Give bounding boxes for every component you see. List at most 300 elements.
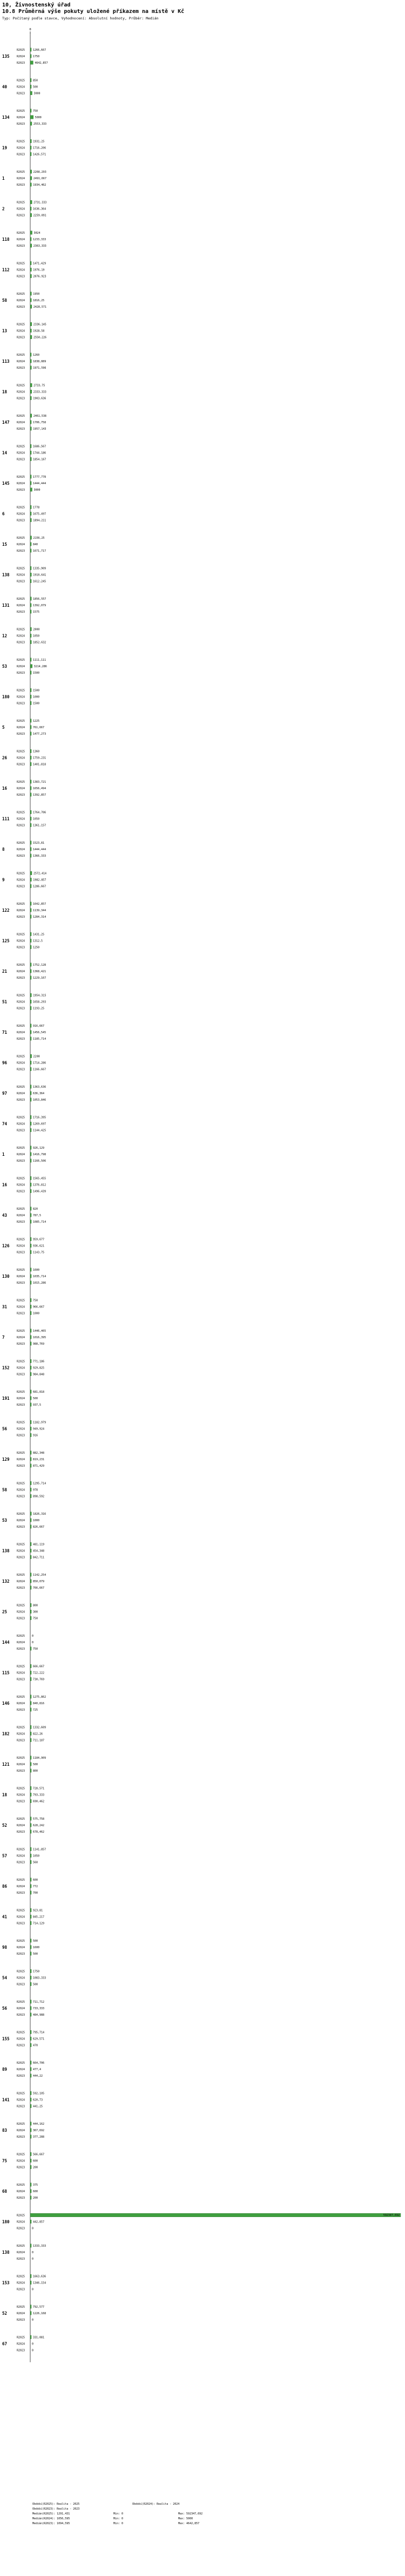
group-label: 147 (2, 420, 10, 425)
year-label: R2024 (17, 146, 25, 150)
bar (30, 231, 32, 234)
year-label: R2025 (17, 293, 25, 296)
bar (30, 2165, 31, 2168)
value-label: 750 (33, 110, 38, 113)
group-label: 96 (2, 1060, 8, 1066)
group-label: 132 (2, 1579, 10, 1584)
value-label: 470 (33, 2044, 38, 2048)
value-label: 1954,315 (33, 994, 46, 998)
bar (30, 1037, 31, 1040)
value-label: 1260 (33, 354, 40, 357)
group-label: 97 (2, 1091, 8, 1096)
value-label: 0 (32, 2258, 34, 2261)
year-label: R2023 (17, 733, 25, 736)
year-label: R2024 (17, 482, 25, 485)
value-label: 690,462 (33, 1800, 45, 1804)
group-label: 15 (2, 542, 8, 547)
bar (30, 1464, 31, 1467)
year-label: R2023 (17, 275, 25, 279)
year-label: R2025 (17, 1818, 25, 1821)
bar (30, 2091, 31, 2094)
bar (30, 116, 33, 119)
year-label: R2024 (17, 299, 25, 302)
year-label: R2023 (17, 885, 25, 889)
bar (30, 2152, 31, 2155)
group-label: 75 (2, 2158, 8, 2164)
bar (30, 2006, 31, 2010)
bar (30, 488, 32, 491)
value-label: 1854,167 (33, 458, 46, 462)
year-label: R2023 (17, 550, 25, 553)
year-label: R2024 (17, 1793, 25, 1797)
year-label: R2024 (17, 2220, 25, 2224)
bar (30, 1969, 31, 1972)
bar (30, 658, 31, 661)
value-label: 826,667 (33, 1526, 45, 1529)
bar (30, 749, 31, 753)
group-label: 122 (2, 908, 10, 913)
legend-min: Min: 0 (113, 2512, 124, 2516)
value-label: 2259,091 (33, 214, 46, 218)
value-label: 1600 (33, 1269, 40, 1272)
value-label: 2156,25 (33, 537, 45, 540)
bar (30, 1244, 31, 1247)
value-label: 959,677 (33, 1238, 45, 1242)
bar (30, 817, 31, 820)
value-label: 800 (33, 1604, 38, 1608)
bar (30, 1176, 31, 1179)
group-label: 182 (2, 1731, 10, 1737)
year-label: R2024 (17, 665, 25, 668)
bar (30, 566, 31, 570)
year-label: R2024 (17, 1336, 25, 1339)
bar (30, 292, 31, 295)
year-label: R2024 (17, 1214, 25, 1217)
bar (30, 701, 31, 704)
year-label: R2025 (17, 1604, 25, 1608)
year-label: R2025 (17, 2092, 25, 2096)
bar (30, 1159, 31, 1162)
year-label: R2025 (17, 903, 25, 906)
value-label: 1269,697 (33, 1122, 46, 1126)
value-label: 678,462 (33, 1831, 45, 1834)
year-label: R2023 (17, 1312, 25, 1316)
bar (30, 1762, 31, 1766)
value-label: 1050 (33, 634, 40, 638)
group-label: 115 (2, 1670, 10, 1676)
year-label: R2025 (17, 781, 25, 784)
bar (30, 366, 31, 369)
value-label: 2333,333 (33, 390, 46, 394)
bar (30, 1372, 31, 1375)
value-label: 1184,909 (33, 1757, 46, 1760)
bar (30, 335, 32, 338)
value-label: 1838,889 (33, 360, 46, 363)
value-label: 711,712 (33, 2001, 45, 2004)
value-label: 937,5 (33, 1404, 42, 1407)
value-label: 1714,286 (33, 1061, 46, 1065)
bar (30, 1342, 31, 1345)
bar (30, 1488, 31, 1491)
year-label: R2023 (17, 1007, 25, 1011)
value-label: 0 (32, 2349, 34, 2353)
year-label: R2023 (17, 641, 25, 645)
bar (30, 841, 31, 844)
value-label: 850 (33, 79, 38, 83)
year-label: R2023 (17, 1617, 25, 1621)
year-label: R2023 (17, 2014, 25, 2017)
value-label: 1312,5 (33, 939, 43, 943)
group-label: 7 (2, 1335, 5, 1340)
year-label: R2023 (17, 1770, 25, 1773)
value-label: 1229,167 (33, 977, 46, 980)
value-label: 1971,596 (33, 367, 46, 370)
value-label: 1376,812 (33, 1183, 46, 1187)
bar (30, 810, 31, 814)
year-label: R2025 (17, 2123, 25, 2126)
value-label: 1750 (33, 1970, 40, 1974)
year-label: R2023 (17, 1434, 25, 1438)
bar (30, 1664, 31, 1667)
year-label: R2025 (17, 537, 25, 540)
bar (30, 2128, 31, 2132)
value-label: 2000 (33, 628, 40, 632)
bar (30, 170, 32, 173)
bar (30, 322, 32, 326)
bar (30, 2043, 31, 2046)
value-label: 871,429 (33, 1465, 45, 1468)
value-label: 1675,497 (33, 512, 46, 516)
year-label: R2024 (17, 2159, 25, 2163)
value-label: 1392,857 (33, 794, 46, 797)
value-label: 916,667 (33, 1025, 45, 1028)
bar (30, 518, 31, 521)
value-label: 850,079 (33, 1580, 45, 1583)
bar (30, 1616, 31, 1619)
bar (30, 177, 32, 180)
value-label: 750 (33, 1648, 38, 1651)
value-label: 3000 (33, 92, 40, 96)
group-label: 144 (2, 1640, 10, 1645)
year-label: R2024 (17, 604, 25, 607)
year-label: R2025 (17, 1391, 25, 1394)
value-label: 1383,721 (33, 781, 46, 784)
bar (30, 1390, 31, 1393)
value-label: 592347,692 (383, 2214, 400, 2218)
bar (30, 543, 31, 546)
bar (30, 139, 31, 143)
bar (30, 1311, 31, 1314)
bar (30, 1092, 31, 1095)
value-label: 1360 (33, 750, 40, 754)
bar (30, 963, 31, 966)
year-label: R2024 (17, 1732, 25, 1736)
bar (30, 421, 31, 424)
year-label: R2025 (17, 933, 25, 937)
value-label: 636,364 (33, 1092, 45, 1095)
group-label: 56 (2, 1426, 8, 1432)
year-label: R2025 (17, 2275, 25, 2279)
group-label: 113 (2, 359, 10, 364)
bar (30, 1122, 31, 1125)
group-label: 9 (2, 877, 5, 883)
value-label: 916 (33, 1434, 38, 1438)
year-label: R2024 (17, 1763, 25, 1766)
bar (30, 1982, 31, 1985)
value-label: 200 (33, 2197, 38, 2200)
value-label: 1500 (33, 689, 40, 693)
year-label: R2023 (17, 1831, 25, 1834)
bar (30, 48, 31, 51)
year-label: R2024 (17, 726, 25, 729)
value-label: 1950 (33, 293, 40, 296)
legend-max: Max: 4642,857 (178, 2522, 200, 2525)
value-label: 1658,293 (33, 1000, 46, 1004)
year-label: R2023 (17, 1739, 25, 1743)
value-label: 1957,143 (33, 428, 46, 431)
bar (30, 1610, 31, 1613)
year-label: R2025 (17, 1757, 25, 1760)
bar (30, 2281, 31, 2284)
year-label: R2025 (17, 384, 25, 388)
value-label: 984,848 (33, 1373, 45, 1377)
value-label: 3214,286 (33, 665, 47, 668)
year-label: R2024 (17, 116, 25, 119)
value-label: 898,592 (33, 1495, 45, 1499)
year-label: R2024 (17, 1122, 25, 1126)
year-label: R2024 (17, 1915, 25, 1919)
bar (30, 762, 31, 765)
value-label: 1456,545 (33, 1031, 46, 1034)
value-label: 1856,557 (33, 598, 46, 601)
bar (30, 152, 31, 155)
bar (30, 2274, 31, 2277)
group-label: 5 (2, 725, 5, 730)
bar (30, 932, 31, 936)
value-label: 793,333 (33, 1793, 45, 1797)
year-label: R2025 (17, 720, 25, 723)
year-label: R2025 (17, 232, 25, 235)
year-label: R2024 (17, 1305, 25, 1309)
bar (30, 1884, 31, 1888)
bar (30, 1433, 31, 1436)
bar (30, 1976, 31, 1979)
bar (30, 1725, 31, 1728)
year-label: R2024 (17, 360, 25, 363)
year-label: R2024 (17, 2098, 25, 2102)
group-label: 125 (2, 938, 10, 944)
bar (30, 848, 31, 851)
year-label: R2025 (17, 110, 25, 113)
group-label: 131 (2, 603, 10, 608)
value-label: 1903,636 (33, 397, 46, 401)
year-label: R2024 (17, 451, 25, 455)
year-label: R2023 (17, 92, 25, 96)
year-label: R2024 (17, 2129, 25, 2132)
bar (30, 329, 31, 332)
value-label: 0 (32, 2342, 34, 2346)
value-label: 1166,667 (33, 1068, 46, 1072)
value-label: 444,162 (33, 2123, 45, 2126)
value-label: 926,129 (33, 1147, 45, 1150)
year-label: R2024 (17, 1061, 25, 1065)
value-label: 1000 (33, 1312, 40, 1316)
value-label: 1636,364 (33, 207, 46, 211)
year-label: R2024 (17, 2342, 25, 2346)
bar (30, 2196, 31, 2199)
value-label: 1500 (33, 702, 40, 706)
bar (30, 85, 31, 88)
year-label: R2024 (17, 1610, 25, 1614)
value-label: 787,5 (33, 1214, 42, 1217)
bar (30, 1738, 31, 1741)
year-label: R2025 (17, 1879, 25, 1882)
year-label: R2024 (17, 817, 25, 821)
value-label: 988,769 (33, 1343, 45, 1346)
year-label: R2024 (17, 238, 25, 241)
year-label: R2025 (17, 1513, 25, 1516)
year-label: R2023 (17, 672, 25, 675)
year-label: R2023 (17, 428, 25, 431)
group-label: 41 (2, 1914, 8, 1920)
value-label: 1346,154 (33, 2281, 46, 2285)
bar (30, 122, 32, 125)
bar (30, 1732, 31, 1735)
group-label: 155 (2, 2036, 10, 2042)
bar (30, 2122, 31, 2125)
group-label: 53 (2, 1518, 8, 1523)
value-label: 1250 (33, 946, 40, 950)
year-label: R2023 (17, 977, 25, 980)
value-label: 1982,857 (33, 878, 46, 882)
bar (30, 1250, 31, 1253)
bar (30, 1275, 31, 1278)
group-label: 16 (2, 1182, 8, 1188)
value-label: 842,711 (33, 1556, 45, 1560)
bar (30, 884, 31, 887)
year-label: R2024 (17, 909, 25, 912)
bar (30, 2335, 31, 2338)
value-label: 0 (32, 1641, 34, 1644)
legend-median: Medián(R2023): 1094,595 (32, 2522, 70, 2525)
group-label: 18 (2, 1792, 8, 1798)
bar (30, 383, 32, 387)
value-label: 375 (33, 2184, 38, 2187)
value-label: 1500 (33, 672, 40, 675)
value-label: 575,758 (33, 1818, 45, 1821)
value-label: 1050 (33, 817, 40, 821)
value-label: 629,571 (33, 2037, 45, 2041)
value-label: 1141,857 (33, 1848, 46, 1852)
year-label: R2023 (17, 763, 25, 767)
bar (30, 78, 31, 82)
bar (30, 2183, 31, 2186)
value-label: 2200 (33, 1055, 40, 1059)
value-label: 771,186 (33, 1360, 45, 1364)
group-label: 58 (2, 298, 8, 303)
bar (30, 2135, 31, 2138)
bar (30, 274, 31, 277)
year-label: R2025 (17, 2306, 25, 2309)
value-label: 1035,714 (33, 1275, 46, 1278)
year-label: R2023 (17, 2349, 25, 2353)
value-label: 1477,273 (33, 733, 46, 736)
value-label: 1416,798 (33, 1153, 46, 1156)
value-label: 929,825 (33, 1366, 45, 1370)
bar (30, 787, 31, 790)
bar (30, 726, 31, 729)
value-label: 1894,211 (33, 519, 46, 523)
year-label: R2024 (17, 1671, 25, 1675)
value-label: 620,73 (33, 2098, 43, 2102)
year-label: R2025 (17, 2336, 25, 2340)
value-label: 600 (33, 1879, 38, 1882)
legend-min: Min: 0 (113, 2517, 124, 2520)
year-label: R2024 (17, 329, 25, 333)
value-label: 1193,25 (33, 1007, 45, 1011)
value-label: 1016,395 (33, 1336, 46, 1339)
year-label: R2023 (17, 1099, 25, 1102)
bar (30, 1695, 31, 1698)
bar (30, 1268, 31, 1271)
value-label: 730,769 (33, 1678, 45, 1682)
value-label: 949,924 (33, 1427, 45, 1431)
year-label: R2024 (17, 1275, 25, 1278)
value-label: 600 (33, 2190, 38, 2193)
bar (30, 823, 31, 826)
bar (30, 1586, 31, 1589)
year-label: R2025 (17, 1086, 25, 1089)
value-label: 367,692 (33, 2129, 45, 2132)
year-label: R2024 (17, 1946, 25, 1949)
value-label: 761,667 (33, 726, 45, 729)
year-label: R2024 (17, 1885, 25, 1888)
bar (30, 1189, 31, 1192)
bar (30, 1555, 31, 1558)
group-label: 129 (2, 1457, 10, 1462)
value-label: 477,4 (33, 2068, 42, 2071)
year-label: R2025 (17, 842, 25, 845)
year-label: R2023 (17, 2227, 25, 2231)
year-label: R2024 (17, 2037, 25, 2041)
bar (30, 871, 32, 875)
value-label: 0 (32, 2251, 34, 2254)
value-label: 1000 (33, 1519, 40, 1522)
year-label: R2025 (17, 1025, 25, 1028)
bar (30, 610, 31, 613)
value-label: 1166,506 (33, 1160, 46, 1163)
value-label: 1226,168 (33, 2312, 46, 2315)
year-label: R2025 (17, 1909, 25, 1913)
group-label: 111 (2, 816, 10, 822)
group-label: 31 (2, 1304, 8, 1310)
bar (30, 261, 31, 265)
value-label: 500 (33, 85, 38, 89)
year-label: R2024 (17, 268, 25, 272)
year-label: R2023 (17, 1953, 25, 1956)
year-label: R2023 (17, 946, 25, 950)
bar (30, 1403, 31, 1406)
year-label: R2023 (17, 1343, 25, 1346)
bar (30, 2189, 31, 2193)
group-label: 130 (2, 1274, 10, 1279)
value-label: 3024 (33, 232, 40, 235)
bar (30, 2013, 31, 2016)
group-label: 121 (2, 1762, 10, 1767)
year-label: R2025 (17, 1696, 25, 1699)
bar (30, 1006, 31, 1009)
year-label: R2025 (17, 2031, 25, 2035)
